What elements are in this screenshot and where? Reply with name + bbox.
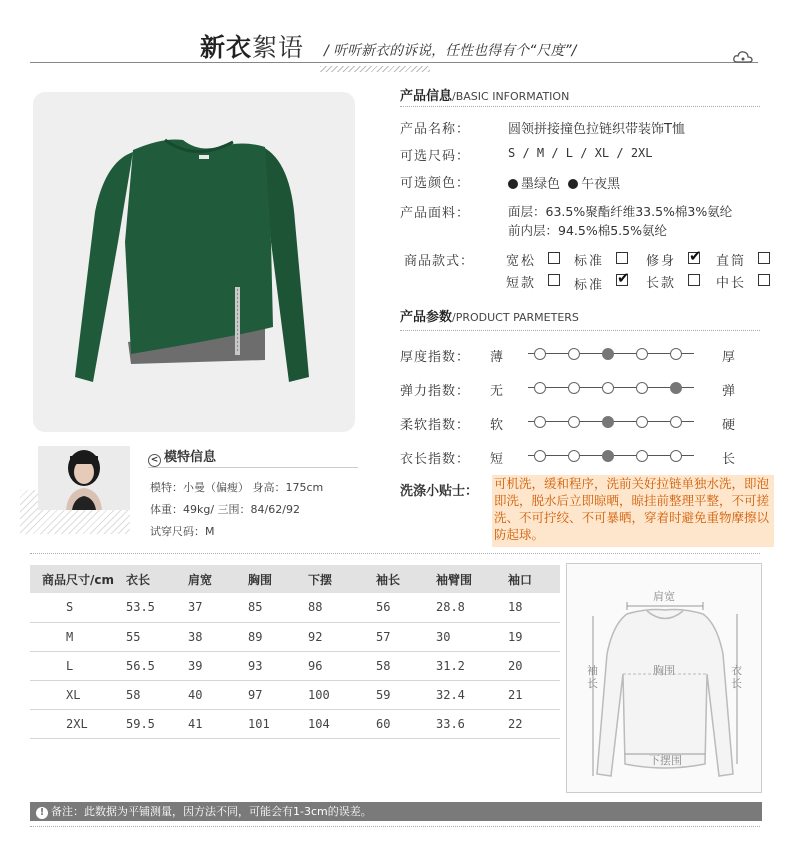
table-cell: 19 (508, 622, 560, 651)
table-cell: 104 (308, 709, 376, 738)
name-value: 圆领拼接撞色拉链织带装饰T恤 (508, 122, 685, 137)
table-cell: M (30, 622, 126, 651)
table-cell: 33.6 (436, 709, 508, 738)
style-option: 直筒 (716, 254, 747, 269)
param-scale-dot (636, 450, 648, 462)
table-header-cell: 袖长 (376, 565, 436, 593)
param-min-label: 无 (490, 384, 504, 399)
basic-info-divider (400, 106, 760, 107)
basic-info-title (400, 85, 569, 104)
measurement-diagram (566, 563, 762, 793)
param-label: 衣长指数： (400, 452, 471, 467)
info-icon: ! (36, 807, 48, 819)
section-divider (30, 553, 760, 554)
table-header-cell: 商品尺寸/cm (30, 565, 126, 593)
param-min-label: 薄 (490, 350, 504, 365)
model-info-title-text: 模特信息 (164, 450, 217, 465)
header-stripe (320, 66, 430, 72)
length-label: 衣长 (731, 664, 742, 690)
param-scale (528, 348, 694, 360)
shoulder-label: 肩宽 (653, 590, 675, 603)
model-avatar (38, 446, 130, 510)
chest-label: 胸围 (653, 664, 675, 677)
table-cell: 28.8 (436, 593, 508, 622)
brand-light: 絮语 (252, 33, 305, 62)
params-title (400, 306, 579, 325)
table-cell: 56.5 (126, 651, 188, 680)
table-header-cell: 胸围 (248, 565, 308, 593)
param-max-label: 厚 (722, 350, 736, 365)
arrow-left-icon: < (148, 454, 161, 467)
param-scale-dot (670, 450, 682, 462)
table-cell: 89 (248, 622, 308, 651)
size-table-header (30, 565, 560, 593)
style-checkbox (548, 252, 560, 264)
style-option: 短款 (506, 276, 537, 291)
params-title-en: /PRODUCT PARMETERS (452, 311, 579, 324)
style-checkbox-checked (616, 274, 628, 286)
model-divider (148, 467, 358, 468)
params-divider (400, 330, 760, 331)
param-scale-dot (534, 450, 546, 462)
param-scale-dot-selected (602, 416, 614, 428)
style-checkbox (758, 252, 770, 264)
param-scale-dot (670, 416, 682, 428)
table-cell: 56 (376, 593, 436, 622)
header-divider (30, 62, 758, 63)
model-line-3: 试穿尺码：M (150, 525, 215, 538)
table-cell: 40 (188, 680, 248, 709)
table-row (30, 593, 560, 622)
size-table (30, 565, 560, 739)
style-label: 商品款式： (404, 254, 475, 269)
style-checkbox (616, 252, 628, 264)
note-bar (30, 802, 762, 821)
table-row (30, 709, 560, 738)
table-cell: 60 (376, 709, 436, 738)
table-cell: 18 (508, 593, 560, 622)
param-max-label: 长 (722, 452, 736, 467)
table-row (30, 680, 560, 709)
table-header-cell: 肩宽 (188, 565, 248, 593)
size-value: S / M / L / XL / 2XL (508, 146, 653, 160)
table-header-cell: 衣长 (126, 565, 188, 593)
param-scale-dot (636, 382, 648, 394)
table-row (30, 622, 560, 651)
param-scale (528, 450, 694, 462)
note-text: 备注：此数据为平铺测量，因方法不同，可能会有1-3cm的误差。 (51, 805, 372, 818)
style-option: 修身 (646, 254, 677, 269)
param-scale-dot (568, 348, 580, 360)
fabric-label: 产品面料： (400, 206, 471, 221)
table-cell: 88 (308, 593, 376, 622)
table-cell: 59 (376, 680, 436, 709)
style-option: 标准 (574, 278, 605, 293)
model-line-2: 体重：49kg/ 三围：84/62/92 (150, 503, 300, 516)
param-scale-dot (636, 348, 648, 360)
table-cell: 32.4 (436, 680, 508, 709)
table-cell: 58 (376, 651, 436, 680)
model-info-title (148, 446, 216, 467)
table-header-cell: 袖臂围 (436, 565, 508, 593)
cloud-icon (733, 50, 753, 64)
table-cell: 22 (508, 709, 560, 738)
param-scale (528, 416, 694, 428)
table-cell: L (30, 651, 126, 680)
sleeve-label: 袖长 (587, 664, 598, 690)
style-checkbox (758, 274, 770, 286)
table-cell: 38 (188, 622, 248, 651)
param-scale-dot-selected (670, 382, 682, 394)
fabric-line-2: 前内层：94.5%棉5.5%氨纶 (508, 223, 667, 238)
wash-tips-text: 可机洗，缓和程序，洗前关好拉链单独水洗，即泡即洗，脱水后立即晾晒，晾挂前整理平整，不可搓洗、不可拧绞、不可暴晒，穿着时避免重物摩擦以防起球。 (492, 475, 774, 547)
wash-tips-label: 洗涤小贴士： (400, 484, 479, 499)
param-min-label: 软 (490, 418, 504, 433)
param-scale-dot (534, 382, 546, 394)
model-line-1: 模特：小曼（偏瘦） 身高：175cm (150, 481, 324, 494)
param-max-label: 弹 (722, 384, 736, 399)
color-option: 午夜黑 (581, 177, 621, 192)
color-option: 墨绿色 (521, 177, 561, 192)
params-title-cn: 产品参数 (400, 310, 453, 325)
color-dot-icon (568, 179, 578, 189)
table-cell: S (30, 593, 126, 622)
hem-label: 下摆围 (649, 754, 682, 767)
style-option: 中长 (716, 276, 747, 291)
basic-info-title-cn: 产品信息 (400, 89, 453, 104)
param-scale-dot (636, 416, 648, 428)
table-cell: 96 (308, 651, 376, 680)
style-option: 宽松 (506, 254, 537, 269)
color-dot-icon (508, 179, 518, 189)
table-cell: 57 (376, 622, 436, 651)
table-cell: 100 (308, 680, 376, 709)
table-cell: 97 (248, 680, 308, 709)
param-scale-dot-selected (602, 348, 614, 360)
name-label: 产品名称： (400, 122, 471, 137)
style-option: 长款 (646, 276, 677, 291)
table-cell: 55 (126, 622, 188, 651)
param-min-label: 短 (490, 452, 504, 467)
table-cell: 20 (508, 651, 560, 680)
param-scale-dot-selected (602, 450, 614, 462)
table-cell: 58 (126, 680, 188, 709)
table-header-cell: 下摆 (308, 565, 376, 593)
slogan: / 听听新衣的诉说，任性也得有个“尺度”/ (324, 43, 577, 59)
color-label: 可选颜色： (400, 176, 471, 191)
table-header-cell: 袖口 (508, 565, 560, 593)
table-cell: 59.5 (126, 709, 188, 738)
param-label: 弹力指数： (400, 384, 471, 399)
table-cell: 2XL (30, 709, 126, 738)
param-scale-dot (568, 416, 580, 428)
param-scale-dot (602, 382, 614, 394)
table-cell: 21 (508, 680, 560, 709)
color-options (508, 173, 620, 192)
param-scale (528, 382, 694, 394)
param-scale-dot (534, 348, 546, 360)
param-scale-dot (670, 348, 682, 360)
fabric-line-1: 面层：63.5%聚酯纤维33.5%棉3%氨纶 (508, 204, 733, 219)
style-option: 标准 (574, 254, 605, 269)
param-max-label: 硬 (722, 418, 736, 433)
table-cell: 30 (436, 622, 508, 651)
param-scale-dot (534, 416, 546, 428)
product-photo (33, 92, 355, 432)
param-scale-dot (568, 382, 580, 394)
table-cell: 93 (248, 651, 308, 680)
param-scale-dot (568, 450, 580, 462)
table-cell: 39 (188, 651, 248, 680)
brand-bold: 新衣 (200, 33, 253, 62)
table-cell: 31.2 (436, 651, 508, 680)
table-cell: 53.5 (126, 593, 188, 622)
table-cell: 85 (248, 593, 308, 622)
size-label: 可选尺码： (400, 149, 471, 164)
tshirt-illustration (33, 92, 355, 432)
bottom-divider (30, 826, 760, 827)
table-cell: 101 (248, 709, 308, 738)
basic-info-title-en: /BASIC INFORMATION (452, 90, 570, 103)
style-checkbox (548, 274, 560, 286)
param-label: 厚度指数： (400, 350, 471, 365)
style-checkbox-checked (688, 252, 700, 264)
table-cell: 37 (188, 593, 248, 622)
style-checkbox (688, 274, 700, 286)
param-label: 柔软指数： (400, 418, 471, 433)
table-row (30, 651, 560, 680)
table-cell: 92 (308, 622, 376, 651)
brand-logo (200, 28, 304, 64)
table-cell: XL (30, 680, 126, 709)
table-cell: 41 (188, 709, 248, 738)
